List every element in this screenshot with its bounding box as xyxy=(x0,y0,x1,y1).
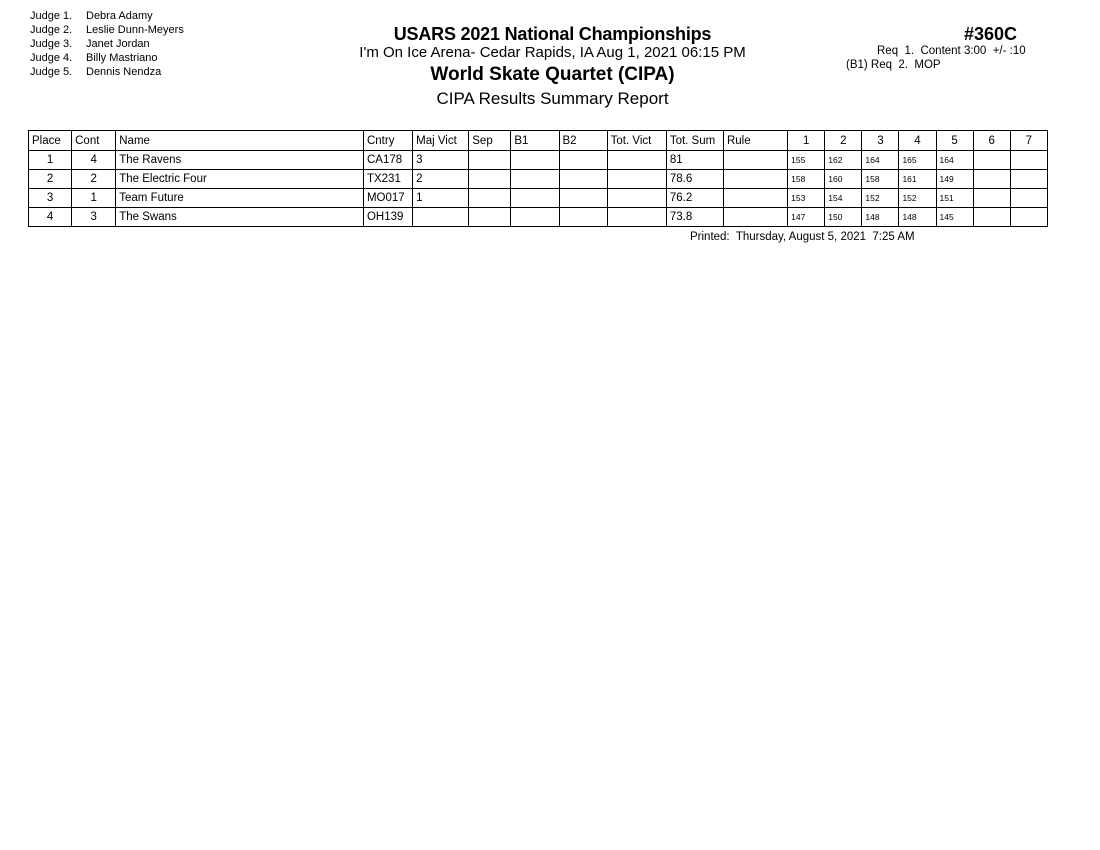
name-cell: Team Future xyxy=(116,189,364,208)
judge-2-score: 162 xyxy=(825,151,862,170)
judge-4-score: 148 xyxy=(899,208,936,227)
cont-cell: 4 xyxy=(72,151,116,170)
col-header: B1 xyxy=(511,131,559,151)
judge-2-score: 160 xyxy=(825,170,862,189)
col-header: 7 xyxy=(1010,131,1047,151)
b2-cell xyxy=(559,208,607,227)
judge-3-score: 164 xyxy=(862,151,899,170)
rule-cell xyxy=(723,170,787,189)
b2-cell xyxy=(559,151,607,170)
col-header: 5 xyxy=(936,131,973,151)
judge-2-score: 154 xyxy=(825,189,862,208)
col-header: Tot. Sum xyxy=(666,131,723,151)
requirement-2: (B1) Req 2. MOP xyxy=(846,59,941,71)
judge-name: Debra Adamy xyxy=(86,10,153,22)
judge-3-score: 152 xyxy=(862,189,899,208)
place-cell: 1 xyxy=(29,151,72,170)
judge-1-score: 155 xyxy=(788,151,825,170)
judge-line xyxy=(30,9,184,23)
country-cell: CA178 xyxy=(363,151,412,170)
sep-cell xyxy=(469,208,511,227)
printed-timestamp: Printed: Thursday, August 5, 2021 7:25 AM xyxy=(690,231,915,243)
judge-3-score: 158 xyxy=(862,170,899,189)
judge-label: Judge 4. xyxy=(30,52,73,64)
tot-vict-cell xyxy=(607,208,666,227)
rule-cell xyxy=(723,208,787,227)
col-header: Cntry xyxy=(363,131,412,151)
col-header: Rule xyxy=(723,131,787,151)
name-cell: The Electric Four xyxy=(116,170,364,189)
judge-name: Billy Mastriano xyxy=(86,52,158,64)
rule-cell xyxy=(723,189,787,208)
country-cell: TX231 xyxy=(363,170,412,189)
judge-6-score xyxy=(973,189,1010,208)
report-header xyxy=(300,23,805,110)
col-header: 2 xyxy=(825,131,862,151)
results-table xyxy=(28,130,1048,227)
tot-vict-cell xyxy=(607,151,666,170)
judge-list xyxy=(30,9,184,79)
name-cell: The Ravens xyxy=(116,151,364,170)
sep-cell xyxy=(469,189,511,208)
name-cell: The Swans xyxy=(116,208,364,227)
col-header: 6 xyxy=(973,131,1010,151)
judge-line xyxy=(30,51,184,65)
judge-6-score xyxy=(973,170,1010,189)
judge-5-score: 151 xyxy=(936,189,973,208)
place-cell: 4 xyxy=(29,208,72,227)
col-header: Sep xyxy=(469,131,511,151)
judge-6-score xyxy=(973,208,1010,227)
col-header: Tot. Vict xyxy=(607,131,666,151)
tot-vict-cell xyxy=(607,189,666,208)
report-name: CIPA Results Summary Report xyxy=(436,89,669,108)
judge-label: Judge 1. xyxy=(30,10,73,22)
judge-1-score: 153 xyxy=(788,189,825,208)
cont-cell: 1 xyxy=(72,189,116,208)
judge-label: Judge 3. xyxy=(30,38,73,50)
col-header: 1 xyxy=(788,131,825,151)
judge-line xyxy=(30,23,184,37)
maj-vict-cell: 1 xyxy=(413,189,469,208)
place-cell: 3 xyxy=(29,189,72,208)
judge-3-score: 148 xyxy=(862,208,899,227)
tot-sum-cell: 73.8 xyxy=(666,208,723,227)
sep-cell xyxy=(469,151,511,170)
col-header: B2 xyxy=(559,131,607,151)
venue-date: I'm On Ice Arena- Cedar Rapids, IA Aug 1, 2021 06:15 PM xyxy=(359,44,746,61)
cont-cell: 3 xyxy=(72,208,116,227)
col-header: Maj Vict xyxy=(413,131,469,151)
judge-5-score: 164 xyxy=(936,151,973,170)
sep-cell xyxy=(469,170,511,189)
judge-5-score: 145 xyxy=(936,208,973,227)
b1-cell xyxy=(511,208,559,227)
requirements xyxy=(846,44,1026,72)
col-header: Name xyxy=(116,131,364,151)
maj-vict-cell: 2 xyxy=(413,170,469,189)
table-row xyxy=(29,208,1048,227)
judge-2-score: 150 xyxy=(825,208,862,227)
judge-name: Dennis Nendza xyxy=(86,66,162,78)
place-cell: 2 xyxy=(29,170,72,189)
judge-6-score xyxy=(973,151,1010,170)
event-name: World Skate Quartet (CIPA) xyxy=(430,64,675,85)
judge-name: Janet Jordan xyxy=(86,38,150,50)
col-header: 3 xyxy=(862,131,899,151)
judge-4-score: 152 xyxy=(899,189,936,208)
requirement-1: Req 1. Content 3:00 +/- :10 xyxy=(877,45,1026,57)
country-cell: MO017 xyxy=(363,189,412,208)
event-title: USARS 2021 National Championships xyxy=(393,24,712,44)
tot-vict-cell xyxy=(607,170,666,189)
judge-4-score: 165 xyxy=(899,151,936,170)
rule-cell xyxy=(723,151,787,170)
cont-cell: 2 xyxy=(72,170,116,189)
b1-cell xyxy=(511,151,559,170)
judge-label: Judge 5. xyxy=(30,66,73,78)
table-row xyxy=(29,151,1048,170)
judge-line xyxy=(30,65,184,79)
judge-7-score xyxy=(1010,208,1047,227)
col-header: Cont xyxy=(72,131,116,151)
tot-sum-cell: 76.2 xyxy=(666,189,723,208)
b1-cell xyxy=(511,170,559,189)
event-number: #360C xyxy=(964,24,1018,44)
tot-sum-cell: 81 xyxy=(666,151,723,170)
judge-1-score: 147 xyxy=(788,208,825,227)
b2-cell xyxy=(559,170,607,189)
b1-cell xyxy=(511,189,559,208)
table-row xyxy=(29,189,1048,208)
maj-vict-cell: 3 xyxy=(413,151,469,170)
judge-4-score: 161 xyxy=(899,170,936,189)
country-cell: OH139 xyxy=(363,208,412,227)
judge-label: Judge 2. xyxy=(30,24,73,36)
header-row xyxy=(29,131,1048,151)
col-header: 4 xyxy=(899,131,936,151)
col-header: Place xyxy=(29,131,72,151)
b2-cell xyxy=(559,189,607,208)
table-row xyxy=(29,170,1048,189)
judge-7-score xyxy=(1010,151,1047,170)
judge-name: Leslie Dunn-Meyers xyxy=(86,24,184,36)
judge-7-score xyxy=(1010,170,1047,189)
judge-5-score: 149 xyxy=(936,170,973,189)
judge-7-score xyxy=(1010,189,1047,208)
judge-1-score: 158 xyxy=(788,170,825,189)
judge-line xyxy=(30,37,184,51)
maj-vict-cell xyxy=(413,208,469,227)
tot-sum-cell: 78.6 xyxy=(666,170,723,189)
